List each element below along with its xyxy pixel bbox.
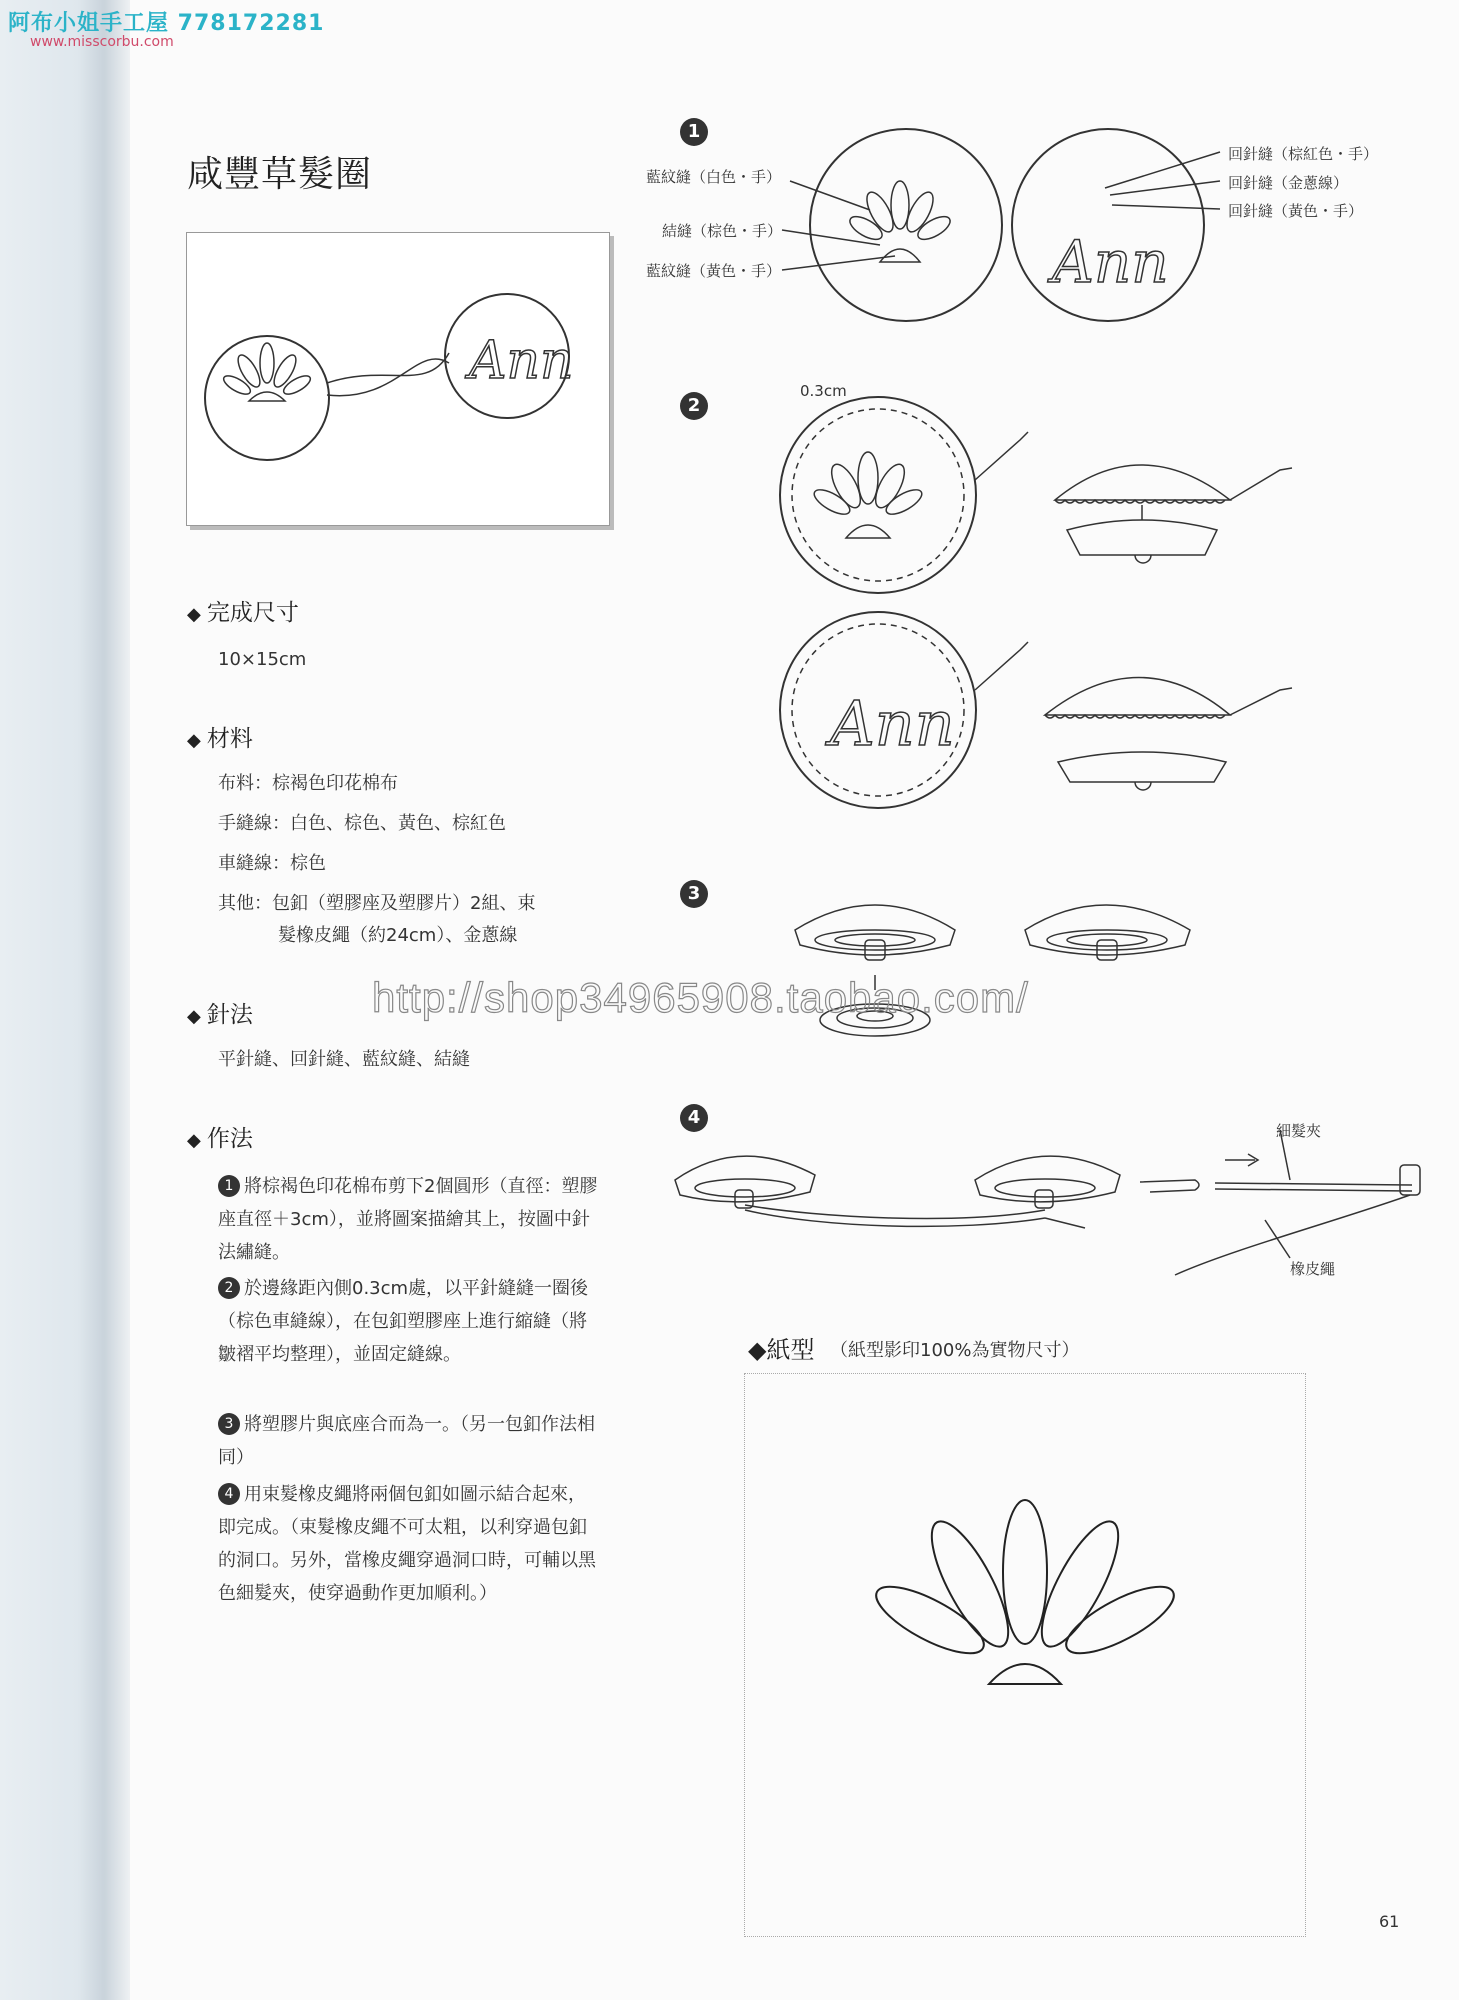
diagram-step-2-badge: 2: [680, 392, 708, 420]
stitch-label: 結縫（棕色・手）: [662, 222, 783, 240]
stitch-label: 回針縫（黃色・手）: [1228, 202, 1364, 220]
watermark-shop-name: 阿布小姐手工屋 778172281: [8, 11, 325, 36]
photo-initials: Ann: [469, 331, 574, 391]
material-item: 布料：棕褐色印花棉布: [218, 773, 398, 794]
diagram-step-4-badge: 4: [680, 1104, 708, 1132]
stitches-value: 平針縫、回針縫、藍紋縫、結縫: [218, 1049, 470, 1070]
method-step: 3 將塑膠片與底座合而為一。（另一包釦作法相同）: [218, 1414, 595, 1468]
material-item: 其他：包釦（塑膠座及塑膠片）2組、束: [218, 893, 536, 914]
material-item: 車縫線：棕色: [218, 853, 326, 874]
size-value: 10×15cm: [218, 649, 307, 670]
size-heading: ◆ 完成尺寸: [187, 600, 299, 626]
stitches-heading: ◆ 針法: [187, 1002, 253, 1028]
page-title: 咸豐草髮圈: [187, 154, 373, 195]
stitch-label: 回針縫（棕紅色・手）: [1228, 145, 1379, 163]
method-step: 4 用束髮橡皮繩將兩個包釦如圖示結合起來，即完成。（束髮橡皮繩不可太粗，以利穿過包釦的洞口。另外，當橡皮繩穿過洞口時，可輔以黑色細髮夾，使穿過動作更加順利。）: [218, 1484, 596, 1604]
flower-pattern-drawing: [745, 1374, 1305, 1936]
stitch-label: 藍紋縫（黃色・手）: [646, 262, 782, 280]
diagram-initials: Ann: [1052, 228, 1169, 296]
diagram-step-1-badge: 1: [680, 118, 708, 146]
page-number: 61: [1379, 1912, 1400, 1931]
method-step: 2 於邊緣距內側0.3cm處，以平針縫縫一圈後（棕色車縫線），在包釦塑膠座上進行縮縫（將皺褶平均整理），並固定縫線。: [218, 1278, 589, 1365]
diagram-initials: Ann: [830, 687, 955, 760]
method-heading: ◆ 作法: [187, 1126, 253, 1152]
diagram-step-3-badge: 3: [680, 880, 708, 908]
materials-heading: ◆ 材料: [187, 726, 253, 752]
pattern-template-box: [744, 1373, 1306, 1937]
pattern-heading: ◆紙型: [748, 1336, 815, 1364]
stitch-label: 回針縫（金蔥線）: [1228, 174, 1349, 192]
pattern-note: （紙型影印100%為實物尺寸）: [830, 1340, 1080, 1361]
shop-url-watermark: http://shop34965908.taobao.com/: [372, 974, 1029, 1021]
material-item: 髮橡皮繩（約24cm）、金蔥線: [278, 925, 518, 946]
clip-label: 細髮夾: [1276, 1122, 1322, 1140]
stitch-label: 藍紋縫（白色・手）: [646, 168, 782, 186]
material-item: 手縫線：白色、棕色、黃色、棕紅色: [218, 813, 506, 834]
cord-label: 橡皮繩: [1290, 1260, 1336, 1278]
margin-label: 0.3cm: [800, 382, 847, 400]
watermark-site: www.misscorbu.com: [30, 34, 174, 50]
method-step: 1 將棕褐色印花棉布剪下2個圓形（直徑：塑膠座直徑＋3cm），並將圖案描繪其上，按圖中針法繡縫。: [218, 1176, 598, 1263]
